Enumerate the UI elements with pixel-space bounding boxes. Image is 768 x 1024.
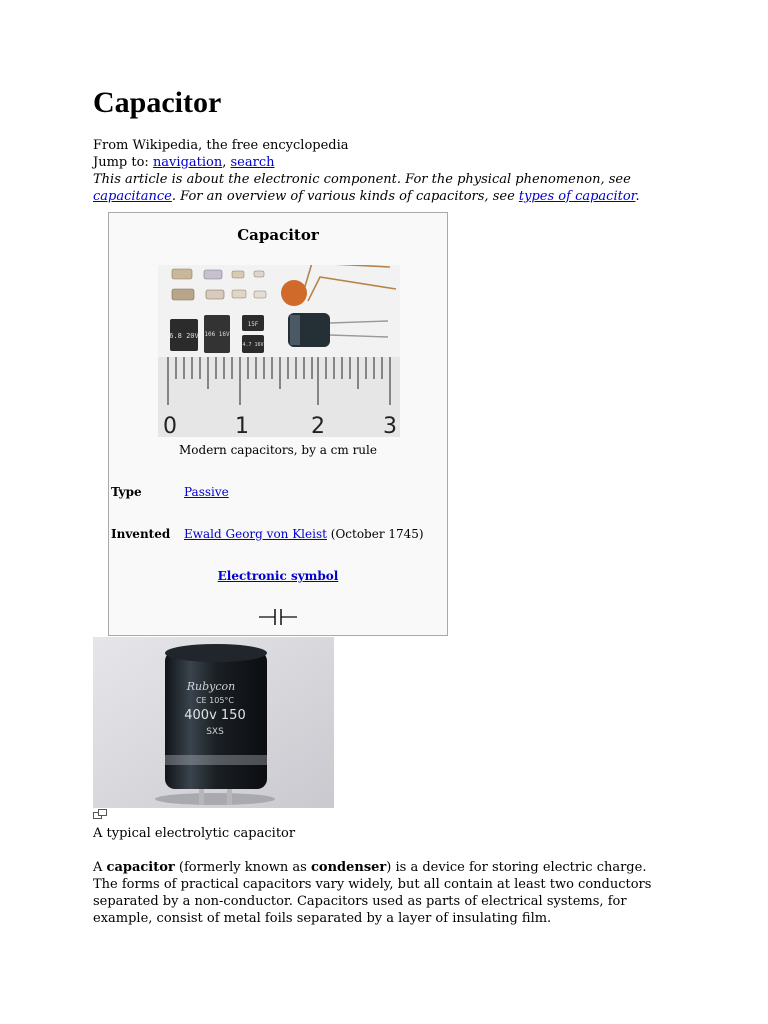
infobox-title: Capacitor [237,226,319,244]
page-title: Capacitor [93,86,222,119]
capacitor-symbol-icon[interactable] [259,607,297,627]
body-t2: (formerly known as [178,860,307,875]
passive-link[interactable]: Passive [184,485,229,499]
search-link[interactable]: search [230,155,275,170]
body-t3: ) is a device for storing electric charge. The forms of practical capacitors vary widely, but all contain at least two conductors separated by a non-conductor. Capacitors used as parts of electrical systems, for example, consist of metal foils separated by a layer of insulating film. [93,860,652,926]
types-of-capacitor-link[interactable]: types of capacitor [518,189,636,204]
jump-separator: , [222,155,227,170]
ruler-label-1: 1 [235,414,249,437]
ruler-label-2: 2 [311,414,325,437]
electronic-symbol-heading [109,569,447,583]
infobox-photo-caption: Modern capacitors, by a cm rule [179,443,377,457]
body-term-capacitor: capacitor [106,860,175,875]
ruler-label-0: 0 [163,414,177,437]
tantalum-cap-label-1: 6.8 20V [169,332,199,340]
hatnote-end: . [635,189,640,204]
hatnote-text: . For an overview of various kinds of capacitors, see [171,189,515,204]
electrolytic-capacitor-photo[interactable] [93,637,334,808]
can-series: SXS [206,727,224,737]
body-term-condenser: condenser [310,860,387,875]
lead-paragraph [93,859,675,927]
jump-to [93,154,274,171]
capacitance-link[interactable]: capacitance [93,189,172,204]
infobox [108,212,448,636]
invented-value [184,527,424,541]
magnify-icon[interactable] [93,809,107,819]
tantalum-cap-label-3: 15F [247,321,259,328]
body-t1: A [93,860,103,875]
invented-label: Invented [111,527,171,541]
type-label: Type [111,485,142,499]
can-rating: CE 105°C [195,696,235,705]
kleist-link[interactable]: Ewald Georg von Kleist [184,527,327,541]
can-voltage: 400v 150 [184,708,246,723]
capacitors-photo[interactable] [158,265,400,437]
tantalum-cap-label-2: 106 16V [204,331,230,338]
can-brand: Rubycon [186,680,236,693]
jump-to-label: Jump to: [93,155,149,170]
hatnote-line-1: This article is about the electronic component. For the physical phenomenon, see [93,172,631,187]
tagline: From Wikipedia, the free encyclopedia [93,138,349,153]
electronic-symbol-link[interactable]: Electronic symbol [217,569,339,583]
ruler-label-3: 3 [383,414,397,437]
tantalum-cap-label-4: 4.7 16V [242,342,264,348]
navigation-link[interactable]: navigation [152,155,223,170]
invented-date: (October 1745) [330,527,424,541]
hatnote-line-2 [93,188,640,205]
figure-caption: A typical electrolytic capacitor [93,826,296,841]
